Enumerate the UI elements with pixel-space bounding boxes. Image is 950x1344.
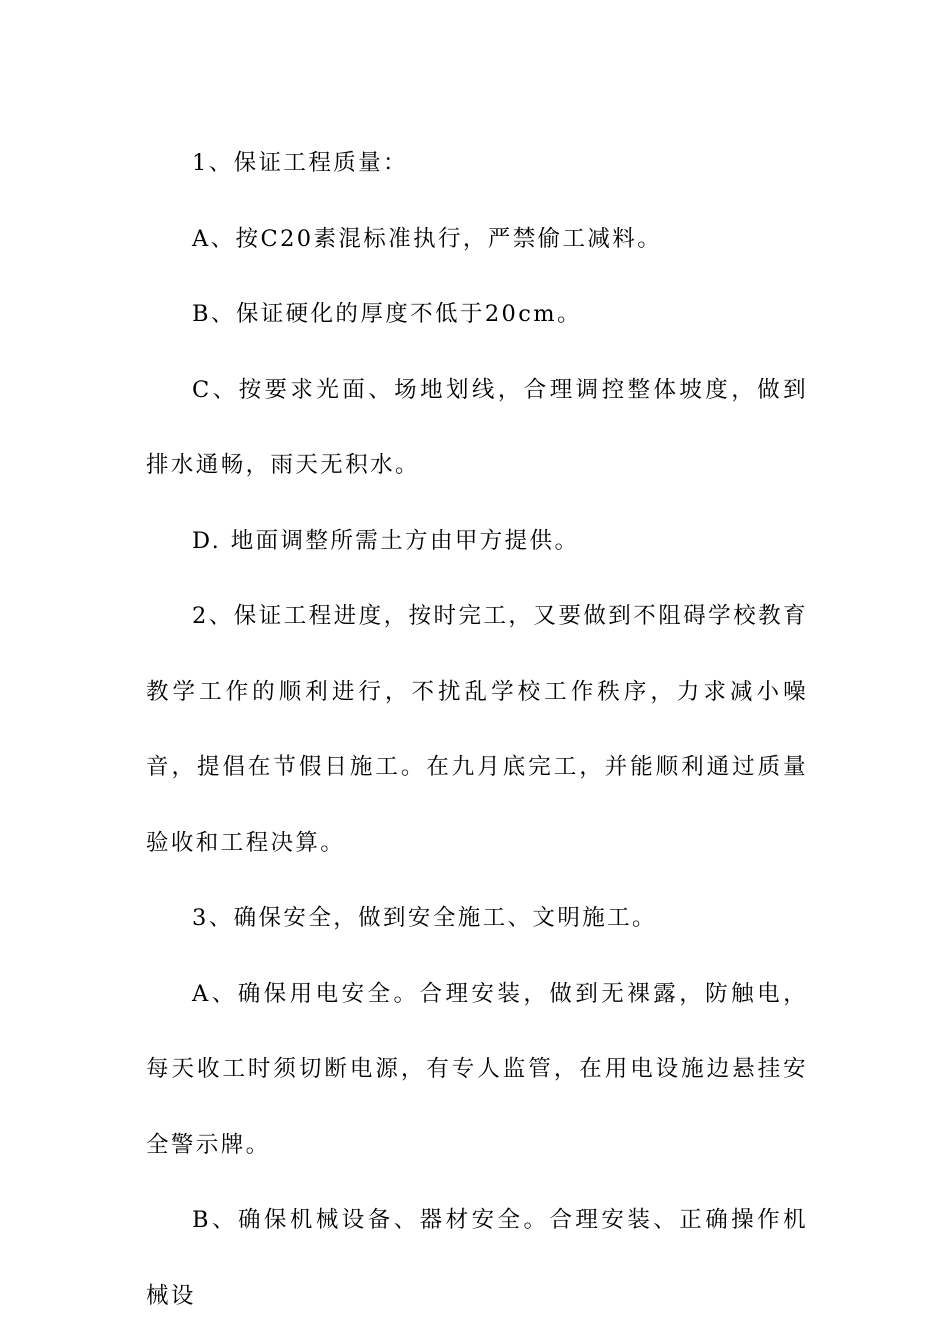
paragraph-safety-b: B、确保机械设备、器材安全。合理安装、正确操作机械设: [146, 1207, 808, 1309]
paragraph-quality-c: C、按要求光面、场地划线，合理调控整体坡度，做到排水通畅，雨天无积水。: [146, 376, 808, 478]
document-body: [146, 126, 808, 1334]
paragraph-quality-b: B、保证硬化的厚度不低于20cm。: [192, 301, 582, 327]
paragraph-safety-heading: 3、确保安全，做到安全施工、文明施工。: [192, 905, 657, 931]
paragraph-safety-a: A、确保用电安全。合理安装，做到无裸露，防触电，每天收工时须切断电源，有专人监管，在用电设施边悬挂安全警示牌。: [146, 980, 808, 1158]
paragraph-quality-heading: 1、保证工程质量：: [192, 150, 408, 176]
paragraph-quality-a: A、按C20素混标准执行，严禁偷工减料。: [192, 225, 663, 252]
paragraph-quality-d: D. 地面调整所需土方由甲方提供。: [192, 527, 580, 554]
paragraph-progress: 2、保证工程进度，按时完工，又要做到不阻碍学校教育教学工作的顺利进行，不扰乱学校工作秩序，力求减小噪音，提倡在节假日施工。在九月底完工，并能顺利通过质量验收和工程决算。: [146, 603, 808, 856]
